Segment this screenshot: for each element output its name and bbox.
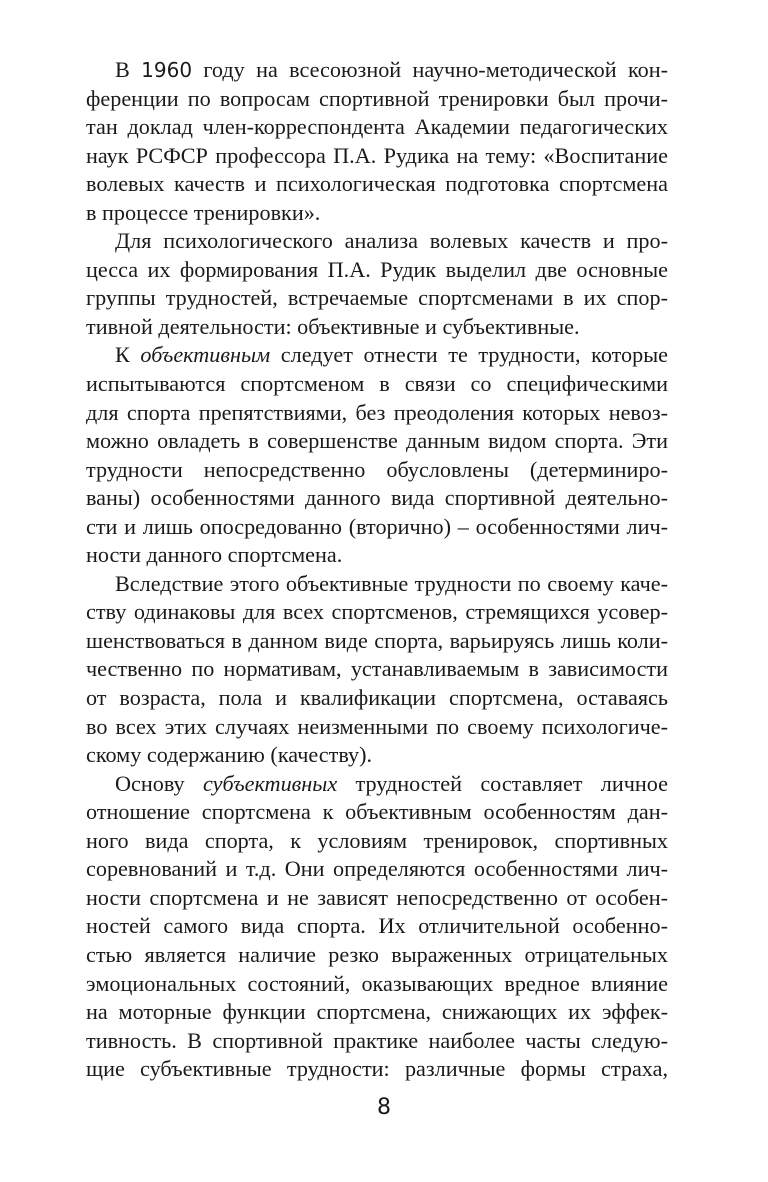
text-segment: отношение спортсмена к объективным особенностям дан- — [86, 799, 668, 825]
text-line — [86, 484, 668, 513]
text-segment: наук РСФСР профессора П.А. Рудика на тему: «Воспитание — [86, 142, 668, 168]
text-segment: ного вида спорта, к условиям тренировок, спортивных — [86, 827, 668, 853]
text-segment: стью является наличие резко выраженных отрицательных — [86, 941, 668, 967]
text-segment: тан доклад член-корреспондента Академии педагогических — [86, 114, 668, 140]
body-text — [86, 56, 668, 1084]
paragraph — [86, 770, 668, 1084]
text-line — [86, 741, 668, 770]
text-line — [86, 199, 668, 228]
text-segment: на моторные функции спортсмена, снижающих их эффек- — [86, 999, 668, 1025]
text-line — [86, 941, 668, 970]
text-segment: В — [115, 57, 142, 82]
text-line — [86, 798, 668, 827]
paragraph — [86, 341, 668, 569]
text-segment: тивность. В спортивной практике наиболее часты следую- — [86, 1027, 668, 1053]
text-line — [86, 684, 668, 713]
text-line — [86, 427, 668, 456]
text-segment: можно овладеть в совершенстве данным видом спорта. Эти — [86, 428, 668, 454]
text-line — [86, 170, 668, 199]
text-segment: К — [115, 342, 141, 368]
text-line — [86, 598, 668, 627]
text-segment: чественно по нормативам, устанавливаемым в зависимости — [86, 656, 668, 682]
text-segment: цесса их формирования П.А. Рудик выделил две основные — [86, 256, 668, 282]
year-number: 1960 — [141, 58, 193, 82]
text-segment: Вследствие этого объективные трудности по своему каче- — [115, 570, 668, 596]
text-segment: волевых качеств и психологическая подготовка спортсмена — [86, 171, 668, 197]
text-line — [86, 370, 668, 399]
text-line — [86, 1027, 668, 1056]
text-line — [86, 713, 668, 742]
text-segment: ностей самого вида спорта. Их отличительной особенно- — [86, 913, 668, 939]
text-line — [86, 227, 668, 256]
text-segment: ференции по вопросам спортивной тренировки был прочи- — [86, 85, 668, 111]
emphasized-term: объективным — [140, 342, 271, 368]
text-segment: от возраста, пола и квалификации спортсмена, оставаясь — [86, 685, 668, 711]
text-segment: следует отнести те трудности, которые — [270, 342, 668, 368]
text-line — [86, 456, 668, 485]
text-segment: сти и лишь опосредованно (вторично) – особенностями лич- — [86, 513, 668, 539]
text-segment: ству одинаковы для всех спортсменов, стремящихся усовер- — [86, 599, 668, 625]
text-line — [86, 998, 668, 1027]
text-line — [86, 513, 668, 542]
text-line — [86, 284, 668, 313]
text-segment: щие субъективные трудности: различные формы страха, — [86, 1056, 668, 1082]
text-line — [86, 1055, 668, 1084]
text-line — [86, 912, 668, 941]
text-segment: скому содержанию (качеству). — [86, 742, 373, 768]
text-segment: трудностей составляет личное — [337, 770, 668, 796]
text-line — [86, 85, 668, 114]
text-segment: эмоциональных состояний, оказывающих вредное влияние — [86, 970, 668, 996]
text-line — [86, 884, 668, 913]
text-line — [86, 855, 668, 884]
text-segment: году на всесоюзной научно-методической кон- — [192, 57, 668, 82]
text-segment: во всех этих случаях неизменными по своему психологиче- — [86, 713, 668, 739]
text-segment: группы трудностей, встречаемые спортсменами в их спор- — [86, 285, 668, 311]
text-segment: трудности непосредственно обусловлены (детерминиро- — [86, 456, 668, 482]
text-line — [86, 113, 668, 142]
text-line — [86, 827, 668, 856]
text-segment: ности данного спортсмена. — [86, 542, 343, 568]
emphasized-term: субъективных — [202, 770, 338, 796]
text-line — [86, 570, 668, 599]
text-line — [86, 256, 668, 285]
paragraph — [86, 56, 668, 227]
text-segment: ности спортсмена и не зависят непосредственно от особен- — [86, 884, 668, 910]
text-segment: для спорта препятствиями, без преодоления которых невоз- — [86, 399, 668, 425]
text-segment: в процессе тренировки». — [86, 199, 321, 225]
text-segment: Для психологического анализа волевых качеств и про- — [115, 228, 668, 254]
text-line — [86, 541, 668, 570]
page-number: 8 — [377, 1095, 391, 1120]
text-segment: ваны) особенностями данного вида спортивной деятельно- — [86, 485, 668, 511]
text-line — [86, 341, 668, 370]
text-segment: тивной деятельности: объективные и субъективные. — [86, 313, 580, 339]
text-line — [86, 142, 668, 171]
text-line — [86, 627, 668, 656]
text-line — [86, 399, 668, 428]
text-line — [86, 770, 668, 799]
text-segment: соревнований и т.д. Они определяются особенностями лич- — [86, 856, 668, 882]
text-line — [86, 970, 668, 999]
text-line — [86, 56, 668, 85]
text-segment: шенствоваться в данном виде спорта, варьируясь лишь коли- — [86, 627, 668, 653]
text-segment: испытываются спортсменом в связи со специфическими — [86, 371, 668, 397]
paragraph — [86, 227, 668, 341]
text-line — [86, 313, 668, 342]
text-segment: Основу — [115, 770, 203, 796]
text-line — [86, 655, 668, 684]
paragraph — [86, 570, 668, 770]
